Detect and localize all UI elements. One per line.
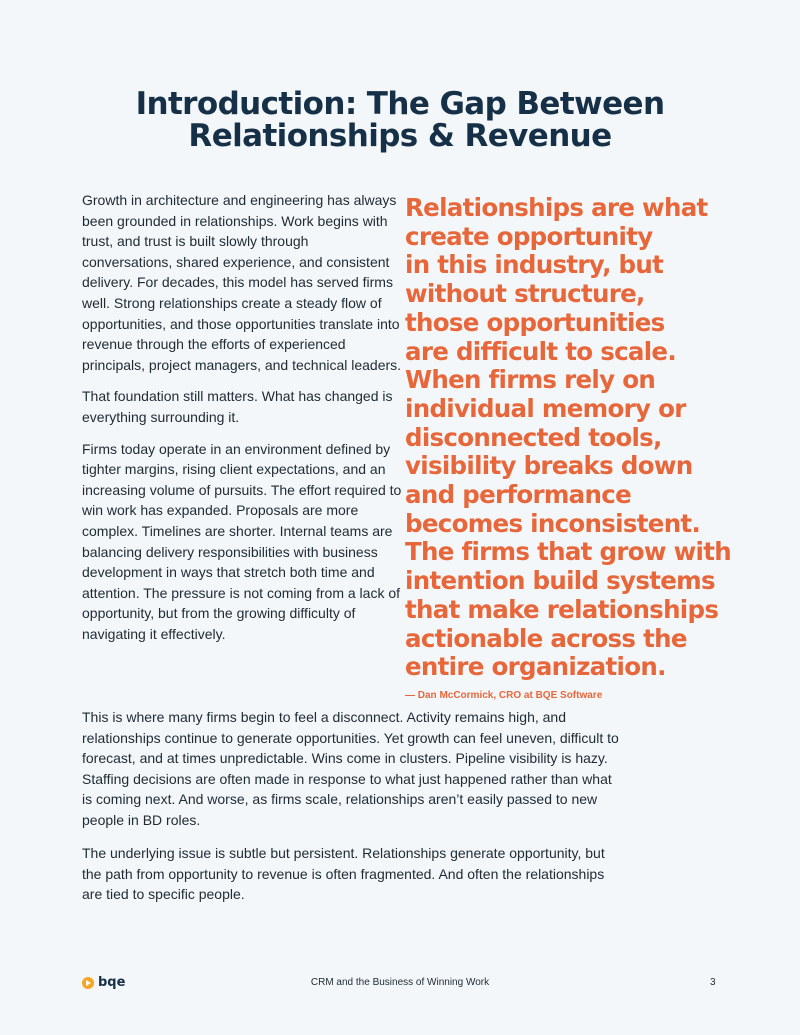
pull-quote	[405, 194, 735, 682]
quote-line: in this industry, but	[405, 250, 664, 280]
quote-line: that make relationships	[405, 594, 719, 624]
quote-line: are difficult to scale.	[405, 336, 676, 366]
quote-line: actionable across the	[405, 623, 687, 653]
quote-line: entire organization.	[405, 652, 666, 682]
body-paragraph: Growth in architecture and engineering has always been grounded in relationships. Work begins with trust, and trust is built slowly through conversations, shared experience, and consistent delivery. For decades, this model has served firms well. Strong relationships create a steady flow of opportunities, and those opportunities translate into revenue through the efforts of experienced principals, project managers, and technical leaders.	[82, 192, 402, 373]
page-title	[0, 88, 800, 152]
quote-line: Relationships are what	[405, 193, 708, 222]
quote-line: visibility breaks down	[405, 451, 693, 481]
page-number: 3	[710, 977, 716, 988]
body-paragraph-full-width: The underlying issue is subtle but persistent. Relationships generate opportunity, but the path from opportunity to revenue is often fragmented. And often the relationships are tied to specific people.	[82, 845, 605, 903]
logo-text: bqe	[98, 975, 126, 990]
body-paragraph-full-width: This is where many firms begin to feel a disconnect. Activity remains high, and relationships continue to generate opportunities. Yet growth can feel uneven, difficult to forecast, and at times unpredictable. Wins come in clusters. Pipeline visibility is hazy. Staffing decisions are often made in response to what just happened rather than what is coming next. And worse, as firms scale, relationships aren’t easily passed to new people in BD roles.	[82, 709, 619, 828]
quote-line: create opportunity	[405, 221, 653, 251]
body-paragraph: Firms today operate in an environment defined by tighter margins, rising client expectations, and an increasing volume of pursuits. The effort required to win work has expanded. Proposals are more complex. Timelines are shorter. Internal teams are balancing delivery responsibilities with business development in ways that stretch both time and attention. The pressure is not coming from a lack of opportunity, but from the growing difficulty of navigating it effectively.	[82, 440, 402, 642]
quote-line: The firms that grow with	[405, 537, 732, 567]
quote-attribution: — Dan McCormick, CRO at BQE Software	[405, 690, 603, 701]
quote-line: intention build systems	[405, 566, 715, 596]
left-column	[82, 190, 402, 655]
page-title-line-1: Introduction: The Gap Between	[135, 86, 665, 122]
quote-line: becomes inconsistent.	[405, 508, 701, 538]
page-title-line-2: Relationships & Revenue	[188, 118, 612, 154]
quote-line: When firms rely on	[405, 365, 656, 395]
quote-line: without structure,	[405, 279, 645, 309]
body-paragraph: That foundation still matters. What has changed is everything surrounding it.	[82, 388, 393, 425]
quote-line: and performance	[405, 480, 631, 510]
footer-title: CRM and the Business of Winning Work	[310, 977, 490, 988]
quote-line: individual memory or	[405, 393, 686, 423]
quote-line: those opportunities	[405, 307, 665, 337]
quote-line: disconnected tools,	[405, 422, 662, 452]
